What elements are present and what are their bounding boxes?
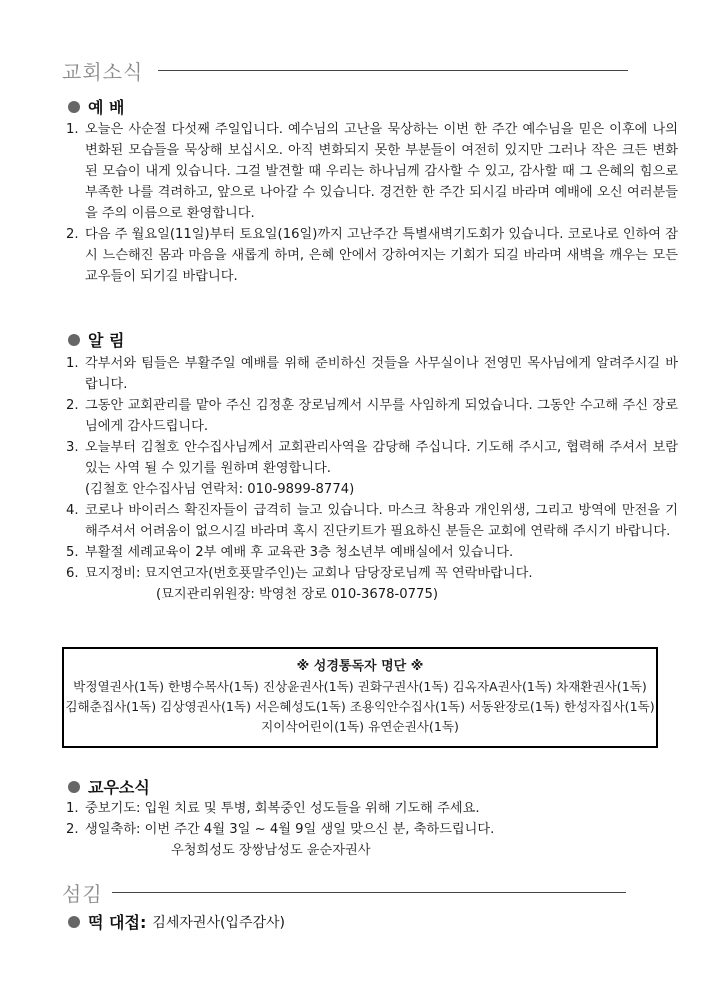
header-divider [158,70,628,71]
item-text: 오늘은 사순절 다섯째 주일입니다. 예수님의 고난을 묵상하는 이번 한 주간 예수님을 믿은 이후에 나의 변화된 모습들을 묵상해 보십시오. 아직 변화되지 못한 부분들이 여전히 있지만 그러나 작은 크든 변화된 모습이 내게 있습니다. 그걸 발견할 때 우리는 하나님께 감사할 수 있고, 감사할 때 그 은혜의 힘으로 부족한 나를 격려하고, 앞으로 나아갈 수 있습니다. 경건한 한 주간 되시길 바라며 예배에 오신 여러분들을 주의 이름으로 환영합니다. [85,122,678,221]
item-number: 2. [66,227,79,242]
item-number: 1. [66,356,79,371]
worship-title: 예 배 [88,98,125,117]
readers-title: ※ 성경통독자 명단 ※ [296,659,424,674]
item-number: 2. [66,822,79,837]
list-item [66,119,678,224]
treat-row [68,910,285,933]
list-item [66,353,678,395]
item-number: 4. [66,503,79,518]
header-divider [112,892,626,893]
item-text: 다음 주 월요일(11일)부터 토요일(16일)까지 고난주간 특별새벽기도회가 있습니다. 코로나로 인하여 잠시 느슨해진 몸과 마음을 새롭게 하며, 은혜 안에서 강하여지는 기회가 되길 바라며 새벽을 깨우는 모든 교우들이 되기길 바랍니다. [85,227,678,284]
notices-list [66,353,678,605]
members-heading [68,775,150,798]
list-item [66,437,678,479]
bullet-icon [68,916,80,928]
worship-list [66,119,678,287]
members-list [66,798,678,861]
list-item [66,798,678,819]
page-section-header: 교회소식 [62,60,144,84]
contact-line: (묘지관리위원장: 박영천 장로 010-3678-0775) [156,587,438,602]
treat-value: 김세자권사(입주감사) [152,914,285,931]
item-text: 생일축하: 이번 주간 4월 3일 ~ 4월 9일 생일 맞으신 분, 축하드립니다. [85,822,495,837]
item-text: 중보기도: 입원 치료 및 투병, 회복중인 성도들을 위해 기도해 주세요. [85,801,480,816]
bible-readers-box [62,647,658,748]
notices-heading [68,328,124,351]
bullet-icon [68,101,80,113]
item-number: 6. [66,566,79,581]
bullet-icon [68,334,80,346]
bullet-icon [68,781,80,793]
treat-label: 떡 대접: [88,913,147,932]
item-number: 2. [66,398,79,413]
readers-line: 김해춘집사(1독) 김상영권사(1독) 서은혜성도(1독) 조용익안수집사(1독) 서동완장로(1독) 한성자집사(1독) [65,699,655,714]
members-title: 교우소식 [88,778,150,797]
readers-line: 박정열권사(1독) 한병수목사(1독) 진상윤권사(1독) 권화구권사(1독) 김옥자A권사(1독) 차재환권사(1독) [73,679,647,694]
contact-line: (김철호 안수집사님 연락처: 010-9899-8774) [85,482,355,497]
list-item [66,563,678,584]
list-item [66,500,678,542]
worship-heading [68,95,124,118]
item-text: 부활절 세례교육이 2부 예배 후 교육관 3층 청소년부 예배실에서 있습니다. [85,545,514,560]
readers-line: 지이삭어린이(1독) 유연순권사(1독) [261,719,459,734]
item-number: 5. [66,545,79,560]
item-text: 묘지정비: 묘지연고자(번호푯말주인)는 교회나 담당장로님께 꼭 연락바랍니다. [85,566,533,581]
item-text: 그동안 교회관리를 맡아 주신 김정훈 장로님께서 시무를 사임하게 되었습니다. 그동안 수고해 주신 장로님에게 감사드립니다. [85,398,678,434]
notices-title: 알 림 [88,331,125,350]
page-section-header: 섬김 [62,882,103,906]
birthday-names: 우청희성도 장쌍남성도 윤순자권사 [171,843,371,858]
item-number: 1. [66,801,79,816]
list-item [66,395,678,437]
item-text: 각부서와 팀들은 부활주일 예배를 위해 준비하신 것들을 사무실이나 전영민 목사님에게 알려주시길 바랍니다. [85,356,678,392]
list-item [66,542,678,563]
item-text: 코로나 바이러스 확진자들이 급격히 늘고 있습니다. 마스크 착용과 개인위생, 그리고 방역에 만전을 기해주셔서 어려움이 없으시길 바라며 혹시 진단키트가 필요하신 분들은 교회에 연락해 주시기 바랍니다. [85,503,678,539]
list-item [66,819,678,840]
item-number: 1. [66,122,79,137]
item-number: 3. [66,440,79,455]
list-item [66,224,678,287]
item-text: 오늘부터 김철호 안수집사님께서 교회관리사역을 감당해 주십니다. 기도해 주시고, 협력해 주셔서 보람 있는 사역 될 수 있기를 원하며 환영합니다. [85,440,678,476]
